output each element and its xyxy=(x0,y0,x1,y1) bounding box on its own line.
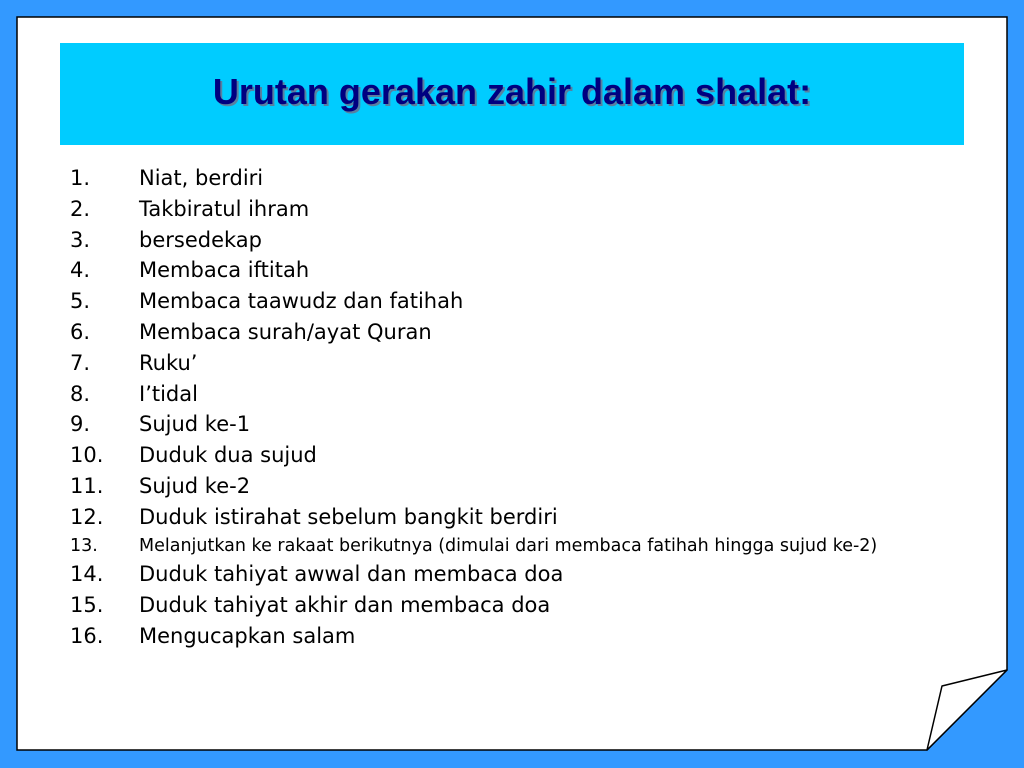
step-text: Membaca taawudz dan fatihah xyxy=(139,289,464,314)
step-text: Takbiratul ihram xyxy=(139,196,310,221)
step-text: Membaca surah/ayat Quran xyxy=(139,319,432,344)
list-item xyxy=(70,317,910,348)
list-item xyxy=(70,559,910,590)
list-item xyxy=(70,286,910,317)
step-text: bersedekap xyxy=(139,227,262,252)
step-text: Mengucapkan salam xyxy=(139,623,356,648)
step-text: I’tidal xyxy=(139,381,198,406)
list-item xyxy=(70,533,910,560)
step-number: 4. xyxy=(70,258,91,283)
step-number: 8. xyxy=(70,381,91,406)
list-item xyxy=(70,163,910,194)
step-text: Membaca iftitah xyxy=(139,258,310,283)
list-item xyxy=(70,471,910,502)
list-item xyxy=(70,348,910,379)
step-text: Duduk dua sujud xyxy=(139,443,317,468)
step-text: Duduk tahiyat awwal dan membaca doa xyxy=(139,562,564,587)
step-number: 14. xyxy=(70,562,104,587)
steps-list xyxy=(70,163,910,651)
list-item xyxy=(70,621,910,652)
slide-title: Urutan gerakan zahir dalam shalat: xyxy=(212,71,812,112)
step-number: 6. xyxy=(70,319,91,344)
list-item xyxy=(70,590,910,621)
list-item xyxy=(70,225,910,256)
list-item xyxy=(70,409,910,440)
step-number: 12. xyxy=(70,504,104,529)
list-item xyxy=(70,379,910,410)
step-text: Duduk tahiyat akhir dan membaca doa xyxy=(139,592,551,617)
step-text: Niat, berdiri xyxy=(139,166,264,190)
list-item xyxy=(70,194,910,225)
title-bar xyxy=(60,43,964,145)
step-number: 3. xyxy=(70,227,91,252)
list-item xyxy=(70,440,910,471)
step-text: Sujud ke-2 xyxy=(139,473,251,498)
step-number: 1. xyxy=(70,166,91,190)
step-text: Ruku’ xyxy=(139,350,198,375)
step-number: 16. xyxy=(70,623,104,648)
step-text: Duduk istirahat sebelum bangkit berdiri xyxy=(139,504,558,529)
step-number: 11. xyxy=(70,473,104,498)
step-number: 15. xyxy=(70,592,104,617)
step-number: 9. xyxy=(70,412,91,437)
step-text: Sujud ke-1 xyxy=(139,412,251,437)
step-number: 7. xyxy=(70,350,91,375)
step-number: 5. xyxy=(70,289,91,314)
list-item xyxy=(70,255,910,286)
list-item xyxy=(70,502,910,533)
step-number: 13. xyxy=(70,535,98,556)
step-text: Melanjutkan ke rakaat berikutnya (dimulai dari membaca fatihah hingga sujud ke-2) xyxy=(139,535,878,556)
step-number: 2. xyxy=(70,196,91,221)
step-number: 10. xyxy=(70,443,104,468)
